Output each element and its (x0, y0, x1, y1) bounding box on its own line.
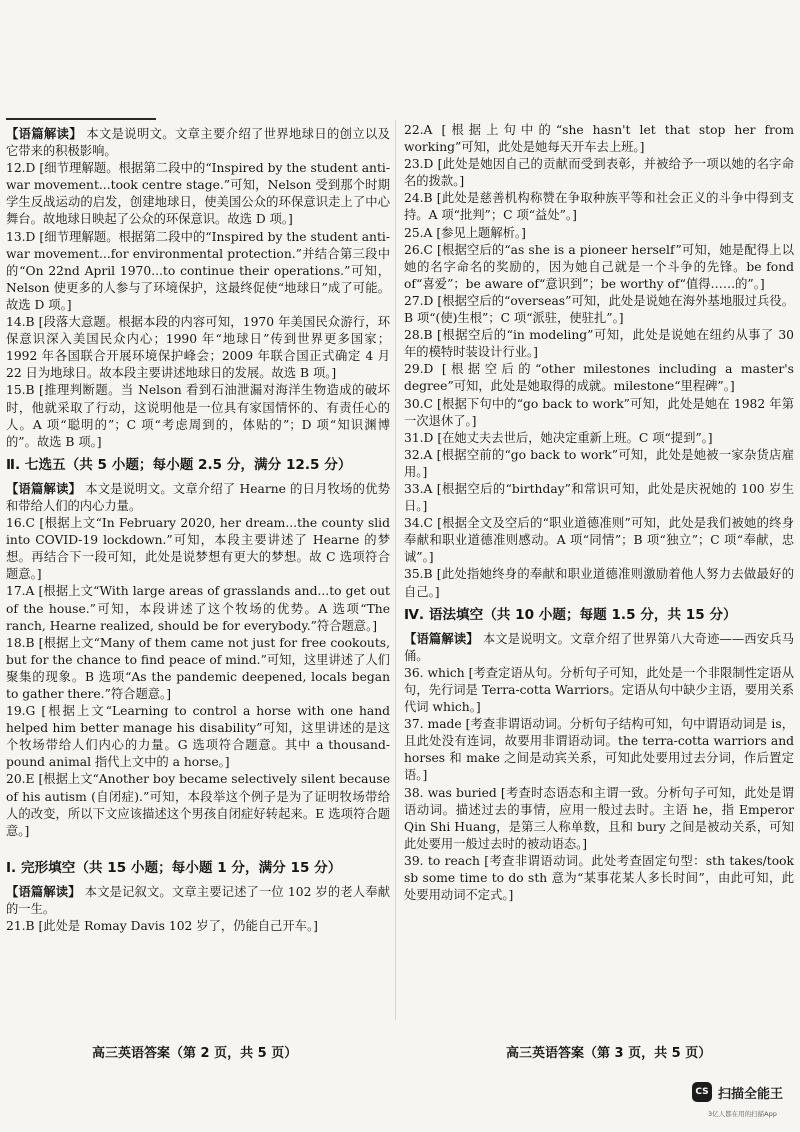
passage-intro (6, 883, 390, 918)
answer-item: 23.D [此处是她因自己的贡献而受到表彰，并被给予一项以她的名字命名的拨款。] (404, 157, 794, 189)
page-footer-right: 高三英语答案（第 3 页，共 5 页） (506, 1046, 712, 1061)
scanner-title: 扫描全能王 (718, 1086, 784, 1102)
passage-intro (6, 480, 390, 515)
answer-item: 38. was buried [考查时态语态和主谓一致。分析句子可知，此处是谓语动词。描述过去的事情，应用一般过去时。主语 he，指 Emperor Qin Shi Huang，是第三人称单数，且和 bury 之间是被动关系，可知此处要用一般过去时的被动语态。] (404, 785, 794, 851)
section-heading: Ⅰ. 完形填空（共 15 小题；每小题 1 分，满分 15 分） (6, 859, 342, 876)
answer-item: 33.A [根据空后的“birthday”和常识可知，此处是庆祝她的 100 岁生日。] (404, 481, 794, 514)
camscanner-logo-icon: CS (692, 1082, 712, 1102)
passage-intro (404, 630, 794, 665)
answer-item: 15.B [推理判断题。当 Nelson 看到石油泄漏对海洋生物造成的破坏时，他就采取了行动，这说明他是一位具有家国情怀的、有责任心的人。A 项“聪明的”；C 项“考虑周到的，体贴的”；D 项“知识渊博的”。故选 B 项。] (6, 383, 390, 449)
answer-item: 25.A [参见上题解析。] (404, 225, 526, 240)
answer-item: 17.A [根据上文“With large areas of grasslands and...to get out of the house.”可知，本段讲述了这个牧场的优势。A 选项“The ranch, Hearne realized, should be for everybody.”符合题意。] (6, 584, 390, 633)
answer-item: 29.D [根据空后的“other milestones including a master's degree”可知，此处是她取得的成就。milestone“里程碑”。] (404, 362, 794, 394)
answer-item: 12.D [细节理解题。根据第二段中的“Inspired by the student anti-war movement...took centre stage.”可知，Nelson 受到那个时期学生反战运动的启发，创建地球日，使美国公众的环保意识走上了中心舞台。故地球日映起了公众的环保意识。故选 D 项。] (6, 161, 390, 227)
scanner-watermark (692, 1082, 783, 1102)
answer-item: 26.C [根据空后的“as she is a pioneer herself”可知，她是配得上以她的名字命名的奖励的，因为她自己就是一个斗争的先锋。be fond of“喜爱”；be aware of“意识到”；be worthy of“值得……的”。] (404, 242, 794, 291)
answer-item: 14.B [段落大意题。根据本段的内容可知，1970 年美国民众游行，环保意识深入美国民众内心；1990 年“地球日”传到世界更多国家；1992 年各国联合开展环境保护峰会；2009 年联合国正式确定 4 月 22 日为地球日。故本段主要讲述地球日的发展。故选 B 项。] (6, 315, 390, 381)
right-column (404, 122, 794, 904)
answer-item: 39. to reach [考查非谓语动词。此处考查固定句型：sth takes/took sb some time to do sth 意为“某事花某人多长时间”，由此可知，此处要用动词不定式。] (404, 853, 794, 903)
answer-item: 16.C [根据上文“In February 2020, her dream...the county slid into COVID-19 lockdown.”可知，本段主要讲述了 Hearne 的梦想。再结合下一段可知，此处是说梦想有更大的梦想。故 C 选项符合题意。] (6, 516, 390, 582)
answer-item: 24.B [此处是慈善机构称赞在争取种族平等和社会正义的斗争中得到支持。A 项“批判”；C 项“益处”。] (404, 191, 794, 223)
answer-item: 13.D [细节理解题。根据第二段中的“Inspired by the student anti-war movement...for environmental protection.”并结合第三段中的“On 22nd April 1970...to continue their operations.”可知，Nelson 使更多的人参与了环境保护，这最终促使“地球日”成了可能。故选 D 项。] (6, 229, 390, 312)
intro-text: 本文是说明文。文章介绍了世界第八大奇迹——西安兵马俑。 (404, 631, 794, 663)
answer-item: 27.D [根据空后的“overseas”可知，此处是说她在海外基地服过兵役。B 项“(使)生根”；C 项“派驻，使驻扎”。] (404, 293, 794, 326)
intro-text: 本文是说明文。文章主要介绍了世界地球日的创立以及它带来的积极影响。 (6, 127, 390, 159)
answer-item: 28.B [根据空后的“in modeling”可知，此处是说她在纽约从事了 30 年的模特时装设计行业。] (404, 328, 794, 360)
answer-item: 21.B [此处是 Romay Davis 102 岁了，仍能自己开车。] (6, 919, 318, 934)
intro-text: 本文是说明文。文章介绍了 Hearne 的日月牧场的优势和带给人们的内心力量。 (6, 481, 390, 513)
answer-item: 35.B [此处指她终身的奉献和职业道德准则激励着他人努力去做最好的自己。] (404, 567, 794, 599)
answer-item: 30.C [根据下句中的“go back to work”可知，此处是她在 1982 年第一次退休了。] (404, 396, 794, 428)
passage-intro (6, 125, 390, 160)
answer-item: 32.A [根据空前的“go back to work”可知，此处是她被一家杂货店雇用。] (404, 447, 794, 479)
answer-item: 22.A [根据上句中的“she hasn't let that stop her from working”可知，此处是她每天开车去上班。] (404, 123, 794, 155)
column-divider (395, 120, 396, 1020)
page-footer-left: 高三英语答案（第 2 页，共 5 页） (92, 1046, 298, 1061)
left-column (6, 125, 390, 935)
top-rule-left (6, 118, 156, 120)
scanner-subtitle: 3亿人都在用的扫描App (708, 1110, 777, 1118)
answer-item: 34.C [根据全文及空后的“职业道德准则”可知，此处是我们被她的终身奉献和职业道德准则感动。A 项“同情”；B 项“独立”；C 项“奉献，忠诚”。] (404, 516, 794, 565)
section-heading: Ⅱ. 七选五（共 5 小题；每小题 2.5 分，满分 12.5 分） (6, 456, 352, 473)
intro-label: 【语篇解读】 (6, 883, 81, 899)
intro-label: 【语篇解读】 (6, 126, 83, 141)
answer-item: 36. which [考查定语从句。分析句子可知，此处是一个非限制性定语从句，先行词是 Terra-cotta Warriors。定语从句中缺少主语，要用关系代词 which。] (404, 665, 794, 715)
intro-label: 【语篇解读】 (404, 630, 479, 646)
answer-item: 31.D [在她丈夫去世后，她决定重新上班。C 项“提到”。] (404, 430, 713, 445)
answer-item: 37. made [考查非谓语动词。分析句子结构可知，句中谓语动词是 is，且此处没有连词，故要用非谓语动词。the terra-cotta warriors and horses 和 make 之间是动宾关系，可知此处要用过去分词，作后置定语。] (404, 717, 794, 783)
intro-label: 【语篇解读】 (6, 480, 82, 496)
answer-item: 18.B [根据上文“Many of them came not just for free cookouts, but for the chance to find peace of mind.”可知，这里讲述了人们聚集的现象。B 选项“As the pandemic deepened, locals began to gather there.”符合题意。] (6, 635, 390, 701)
answer-item: 19.G [根据上文“Learning to control a horse with one hand helped him better manage his disability”可知，这里讲述的是这个牧场带给人们内心的力量。G 选项符合题意。其中 a thousand-pound animal 指代上文中的 a horse。] (6, 704, 390, 770)
answer-item: 20.E [根据上文“Another boy became selectively silent because of his autism (自闭症).”可知，本段举这个例子是为了证明牧场带给人的改变，所以下文应该描述这个男孩自闭症好转起来。E 选项符合题意。] (6, 772, 390, 838)
section-heading: Ⅳ. 语法填空（共 10 小题；每题 1.5 分，共 15 分） (404, 606, 737, 623)
intro-text: 本文是记叙文。文章主要记述了一位 102 岁的老人奉献的一生。 (6, 884, 390, 917)
